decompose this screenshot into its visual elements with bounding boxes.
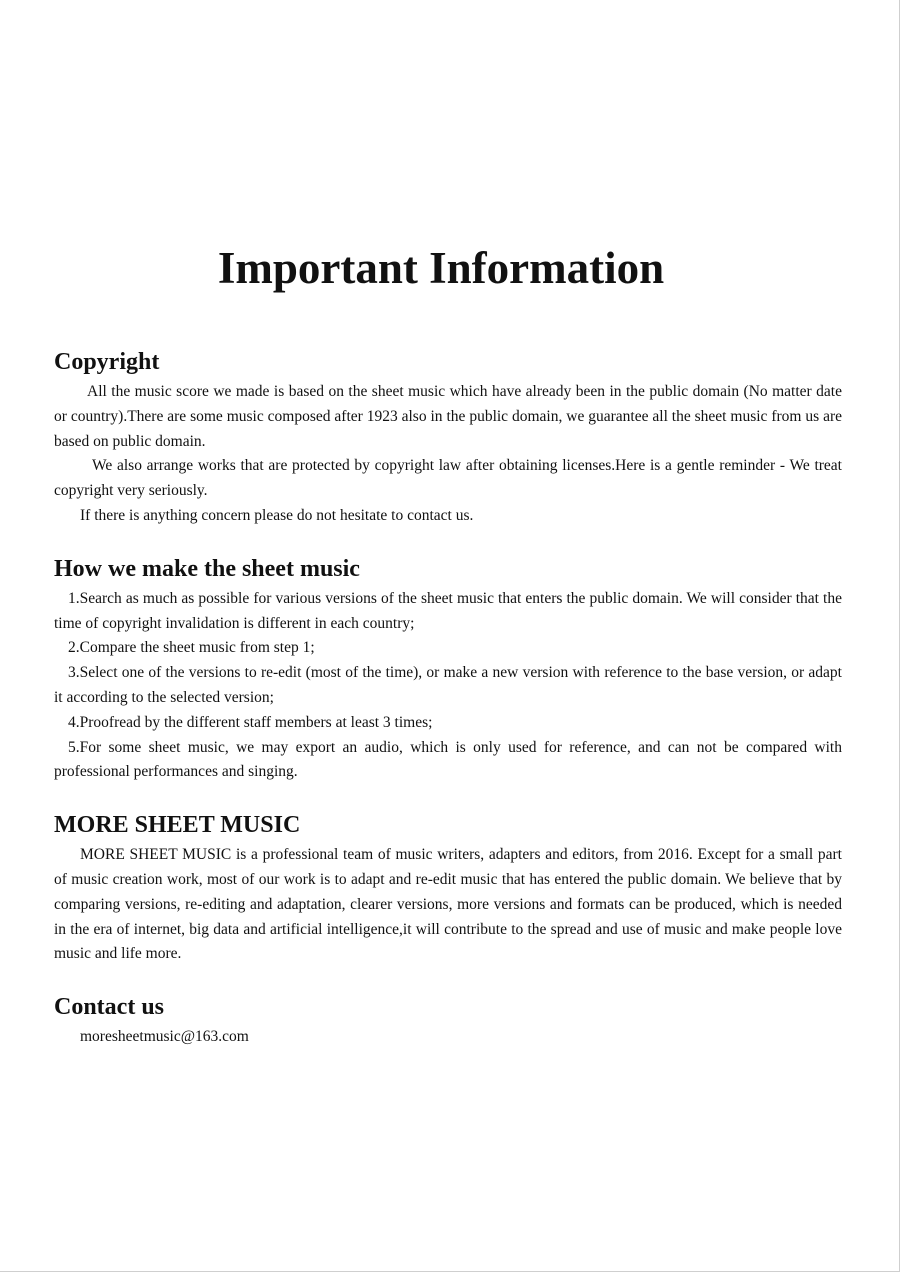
process-step-4: 4.Proofread by the different staff members at least 3 times; xyxy=(68,713,433,731)
copyright-section xyxy=(54,346,842,529)
process-section xyxy=(54,553,842,785)
page-title: Important Information xyxy=(217,243,665,293)
contact-heading: Contact us xyxy=(54,994,165,1021)
document-content xyxy=(54,346,842,1074)
copyright-paragraph-2: We also arrange works that are protected by copyright law after obtaining licenses.Here is a gentle reminder - We treat copyright very seriously. xyxy=(54,457,842,500)
contact-email: moresheetmusic@163.com xyxy=(80,1028,249,1046)
process-heading: How we make the sheet music xyxy=(54,555,360,582)
process-step-2: 2.Compare the sheet music from step 1; xyxy=(68,639,315,657)
process-step-5: 5.For some sheet music, we may export an audio, which is only used for reference, and can not be compared with professional performances and singing. xyxy=(54,738,842,781)
more-sheet-music-heading: MORE SHEET MUSIC xyxy=(54,812,301,839)
process-step-3: 3.Select one of the versions to re-edit (most of the time), or make a new version with reference to the base version, or adapt it according to the selected version; xyxy=(54,664,842,706)
contact-section xyxy=(54,991,842,1050)
more-sheet-music-paragraph: MORE SHEET MUSIC is a professional team of music writers, adapters and editors, from 2016. Except for a small part of music creation work, most of our work is to adapt and re-edit music that has entered the public domain. We believe that by comparing versions, re-editing and adaptation, clearer versions, more versions and formats can be produced, which is needed in the era of internet, big data and artificial intelligence,it will contribute to the spread and use of music and make people love music and life more. xyxy=(54,846,842,963)
process-step-1: 1.Search as much as possible for various versions of the sheet music that enters the public domain. We will consider that the time of copyright invalidation is different in each country; xyxy=(54,589,842,632)
copyright-heading: Copyright xyxy=(54,349,160,375)
copyright-paragraph-1: All the music score we made is based on the sheet music which have already been in the public domain (No matter date or country).There are some music composed after 1923 also in the public domain, we guarantee all the sheet music from us are based on public domain. xyxy=(54,383,842,450)
copyright-paragraph-3: If there is anything concern please do not hesitate to contact us. xyxy=(80,506,474,524)
more-sheet-music-section xyxy=(54,809,842,967)
